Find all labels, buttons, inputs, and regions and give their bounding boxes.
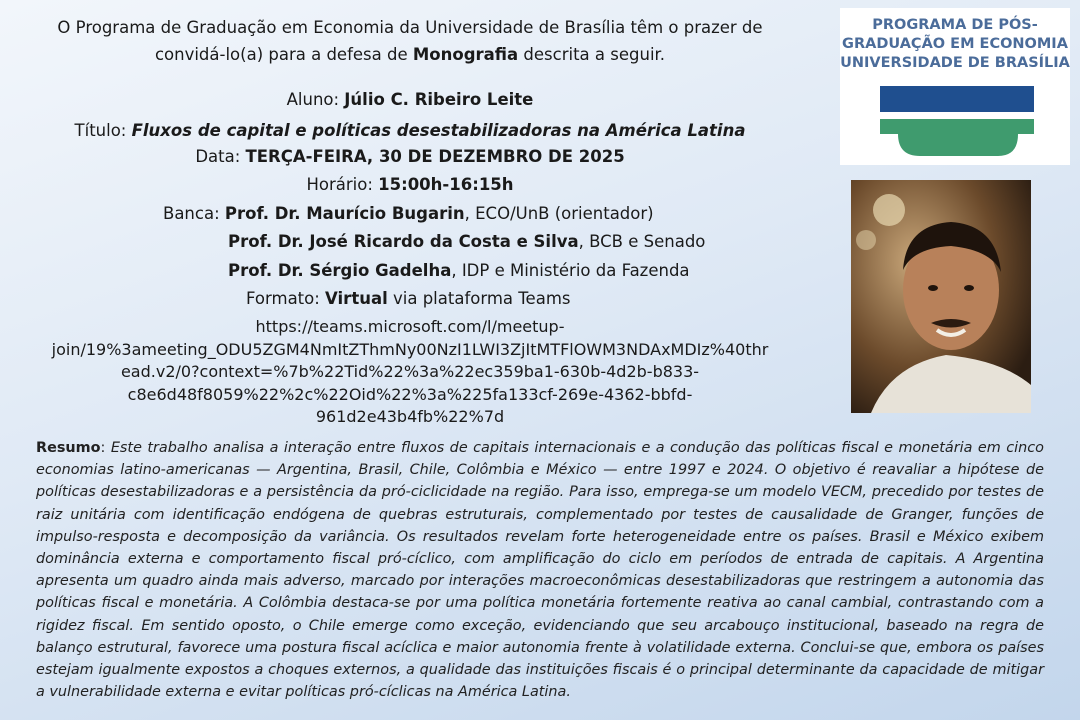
format-value: Virtual — [325, 289, 388, 308]
time-value: 15:00h-16:15h — [378, 175, 514, 194]
member-name: Prof. Dr. Sérgio Gadelha — [228, 261, 452, 280]
logo-line: UNIVERSIDADE DE BRASÍLIA — [840, 55, 1070, 71]
committee-member-3 — [228, 260, 690, 282]
intro-text — [30, 14, 790, 68]
link-line[interactable]: ead.v2/0?context=%7b%22Tid%22%3a%22ec359ba1-630b-4d2b-b833- — [120, 362, 700, 381]
time-label: Horário: — [306, 175, 379, 194]
date-label: Data: — [195, 147, 246, 166]
time-line — [30, 174, 790, 196]
portrait-image — [851, 180, 1031, 413]
intro-line-2 — [30, 41, 790, 68]
unb-emblem-icon — [840, 8, 1070, 165]
emblem-green-curve-right — [957, 134, 1018, 156]
member-affiliation: , ECO/UnB (orientador) — [464, 204, 654, 223]
thesis-title: Fluxos de capital e políticas desestabilizadoras na América Latina — [131, 121, 746, 140]
member-affiliation: , BCB e Senado — [578, 232, 706, 251]
intro-text-post: descrita a seguir. — [518, 45, 666, 64]
format-label: Formato: — [246, 289, 326, 308]
intro-line-1: O Programa de Graduação em Economia da Universidade de Brasília têm o prazer de — [57, 18, 763, 37]
format-suffix: via plataforma Teams — [387, 289, 571, 308]
committee-member-2 — [228, 231, 705, 253]
emblem-blue-bar — [880, 86, 1034, 112]
abstract-text: Este trabalho analisa a interação entre fluxos de capitais internacionais e a condução das políticas fiscal e monetária em cinco economias latino-americanas — Argentina, Brasil, Chile, Colômbia e México — entre 1997 e 2024. O objetivo é reavaliar a hipótese de políticas desestabilizadoras e a persistência da pró-ciclicidade na região. Para isso, emprega-se um modelo VECM, precedido por testes de raiz unitária com identificação endógena de quebras estruturais, complementado por testes de causalidade de Granger, funções de impulso-resposta e decomposição da variância. Os resultados revelam forte heterogeneidade entre os países. Brasil e México exibem dominância externa e comportamento fiscal pró-cíclico, com amplificação do ciclo em períodos de entrada de capitais. A Argentina apresenta um quadro ainda mais adverso, marcado por interações macroeconômicas desestabilizadoras que restringem a autonomia das políticas fiscal e monetária. A Colômbia destaca-se por uma política monetária fortemente reativa ao canal cambial, contrastando com a rigidez fiscal. Em sentido oposto, o Chile emerge como exceção, evidenciando que seu arcabouço institucional, baseado na regra de balanço estrutural, favorece uma postura fiscal acíclica e maior autonomia frente à volatilidade externa. Conclui-se que, embora os países estejam igualmente expostos a choques externos, a qualidade das instituições fiscais é o principal determinante da capacidade de mitigar a vulnerabilidade externa e evitar políticas pró-cíclicas na América Latina. — [36, 440, 1044, 701]
student-photo — [851, 180, 1031, 413]
member-affiliation: , IDP e Ministério da Fazenda — [451, 261, 690, 280]
student-name: Júlio C. Ribeiro Leite — [344, 90, 534, 109]
format-line — [246, 288, 570, 310]
date-value: TERÇA-FEIRA, 30 DE DEZEMBRO DE 2025 — [245, 147, 625, 166]
logo-line: PROGRAMA DE PÓS- — [872, 17, 1038, 33]
abstract-separator: : — [100, 440, 111, 456]
title-label: Título: — [74, 121, 132, 140]
committee-label: Banca: — [163, 204, 225, 223]
title-line — [30, 120, 790, 142]
link-line[interactable]: 961d2e43b4fb%22%7d — [315, 407, 505, 426]
date-line — [30, 146, 790, 168]
meeting-link[interactable] — [30, 316, 790, 429]
link-line[interactable]: https://teams.microsoft.com/l/meetup- — [255, 317, 565, 336]
member-name: Prof. Dr. Maurício Bugarin — [224, 204, 465, 223]
defense-type: Monografia — [412, 45, 519, 64]
program-logo — [840, 8, 1070, 165]
committee-member-1 — [163, 203, 654, 225]
link-line[interactable]: join/19%3ameeting_ODU5ZGM4NmItZThmNy00NzI1LWI3ZjItMTFlOWM3NDAxMDIz%40thr — [51, 339, 769, 359]
intro-text-pre: convidá-lo(a) para a defesa de — [154, 45, 413, 64]
link-line[interactable]: c8e6d48f8059%22%2c%22Oid%22%3a%225fa133cf-269e-4362-bbfd- — [127, 384, 693, 404]
member-name: Prof. Dr. José Ricardo da Costa e Silva — [228, 232, 579, 251]
abstract-label: Resumo — [36, 440, 101, 456]
logo-line: GRADUAÇÃO EM ECONOMIA — [842, 36, 1068, 52]
emblem-green-curve-left — [898, 134, 945, 156]
student-line — [30, 89, 790, 111]
abstract — [36, 437, 1044, 703]
student-label: Aluno: — [286, 90, 345, 109]
